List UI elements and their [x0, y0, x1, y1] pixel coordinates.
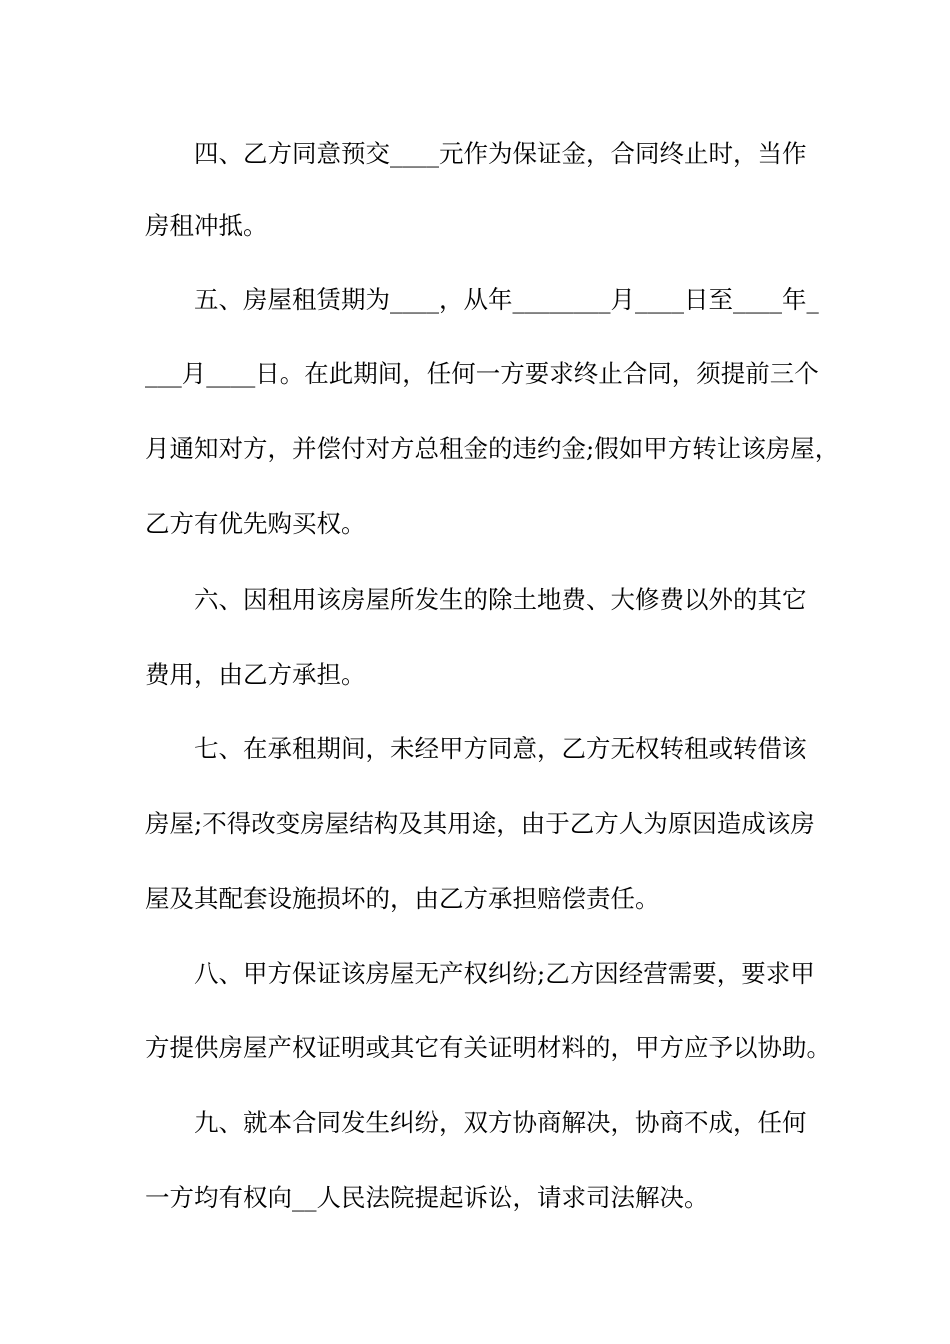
- clause-5-line-1: 五、房屋租赁期为____，从年________月____日至____年_: [194, 285, 819, 314]
- clause-7-line-3: 屋及其配套设施损坏的，由乙方承担赔偿责任。: [145, 884, 660, 913]
- clause-5-line-2: ___月____日。在此期间，任何一方要求终止合同，须提前三个: [145, 359, 819, 388]
- clause-8-line-1: 八、甲方保证该房屋无产权纠纷;乙方因经营需要，要求甲: [194, 959, 815, 988]
- clause-7-line-1: 七、在承租期间，未经甲方同意，乙方无权转租或转借该: [194, 734, 807, 763]
- clause-9-line-1: 九、就本合同发生纠纷，双方协商解决，协商不成，任何: [194, 1108, 807, 1137]
- clause-6-line-1: 六、因租用该房屋所发生的除土地费、大修费以外的其它: [194, 585, 807, 614]
- clause-6-line-2: 费用，由乙方承担。: [145, 660, 366, 689]
- clause-9-line-2: 一方均有权向__人民法院提起诉讼，请求司法解决。: [145, 1183, 709, 1212]
- clause-8-line-2: 方提供房屋产权证明或其它有关证明材料的，甲方应予以协助。: [145, 1033, 831, 1062]
- clause-5-line-4: 乙方有优先购买权。: [145, 509, 366, 538]
- clause-4-line-1: 四、乙方同意预交____元作为保证金，合同终止时，当作: [194, 139, 807, 168]
- clause-5-line-3: 月通知对方，并偿付对方总租金的违约金;假如甲方转让该房屋，: [145, 434, 840, 463]
- clause-7-line-2: 房屋;不得改变房屋结构及其用途，由于乙方人为原因造成该房: [145, 809, 815, 838]
- clause-4-line-2: 房租冲抵。: [145, 211, 268, 240]
